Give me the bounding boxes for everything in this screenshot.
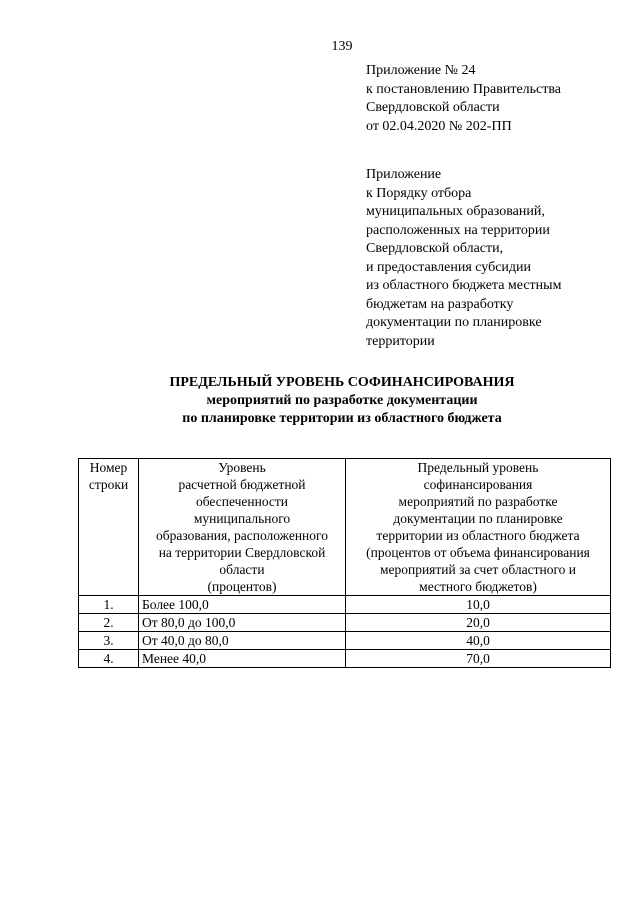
annex-sub-header-line: территории [366,333,435,349]
header-line: мероприятий по разработке [398,494,558,509]
header-line: мероприятий за счет областного и [379,562,577,577]
header-budget-level [139,459,346,596]
annex-header-line: Свердловской области [366,100,500,115]
title-line: по планировке территории из областного бюджета [182,411,502,426]
annex-sub-header-line: документации по планировке [366,315,542,330]
row-budget-level: Более 100,0 [139,596,346,614]
annex-sub-header-line: бюджетам на разработку [366,296,514,312]
row-budget-level: От 80,0 до 100,0 [139,614,346,632]
row-number: 1. [79,596,139,614]
row-cofinancing-percent: 10,0 [346,596,611,614]
header-line: местного бюджетов) [419,579,537,594]
cofinancing-table [78,458,611,668]
header-line: (процентов от объема финансирования [366,545,590,560]
table-row [79,650,611,668]
row-number: 4. [79,650,139,668]
annex-sub-header-line: Приложение [366,167,442,182]
page-number: 139 [331,39,353,54]
annex-sub-header-line: и предоставления субсидии [366,259,532,275]
header-line: строки [88,477,129,492]
annex-sub-header-line: Свердловской области, [366,241,504,256]
annex-header-line: Приложение № 24 [366,63,476,78]
document-title [0,374,640,428]
header-line: образования, расположенного [156,528,328,543]
table-row [79,596,611,614]
header-line: софинансирования [423,477,533,492]
row-cofinancing-percent: 70,0 [346,650,611,668]
header-line: на территории Свердловской [158,545,326,560]
annex-sub-header-line: расположенных на территории [366,222,550,238]
row-budget-level: Менее 40,0 [139,650,346,668]
annex-header-line: к постановлению Правительства [366,81,562,97]
header-line: муниципального [193,511,291,526]
annex-sub-header [366,166,561,351]
header-line: обеспеченности [195,494,289,509]
header-row-number [79,459,139,596]
table-header-row [79,459,611,596]
row-cofinancing-percent: 20,0 [346,614,611,632]
annex-sub-header-line: к Порядку отбора [366,185,472,201]
row-number: 2. [79,614,139,632]
annex-header-line: от 02.04.2020 № 202-ПП [366,118,512,134]
table-row [79,632,611,650]
annex-sub-header-line: муниципальных образований, [366,204,545,219]
title-line: мероприятий по разработке документации [206,393,478,408]
header-line: (процентов) [207,579,277,594]
header-line: области [219,562,265,577]
title-line: ПРЕДЕЛЬНЫЙ УРОВЕНЬ СОФИНАНСИРОВАНИЯ [169,375,515,390]
header-line: расчетной бюджетной [178,477,306,492]
row-number: 3. [79,632,139,650]
row-cofinancing-percent: 40,0 [346,632,611,650]
annex-sub-header-line: из областного бюджета местным [366,278,562,293]
header-line: Предельный уровень [417,460,539,475]
header-line: Номер [89,460,128,475]
table-row [79,614,611,632]
header-line: территории из областного бюджета [376,528,580,543]
header-max-cofinancing [346,459,611,596]
annex-header [366,62,561,136]
row-budget-level: От 40,0 до 80,0 [139,632,346,650]
header-line: Уровень [218,460,266,475]
header-line: документации по планировке [393,511,563,526]
